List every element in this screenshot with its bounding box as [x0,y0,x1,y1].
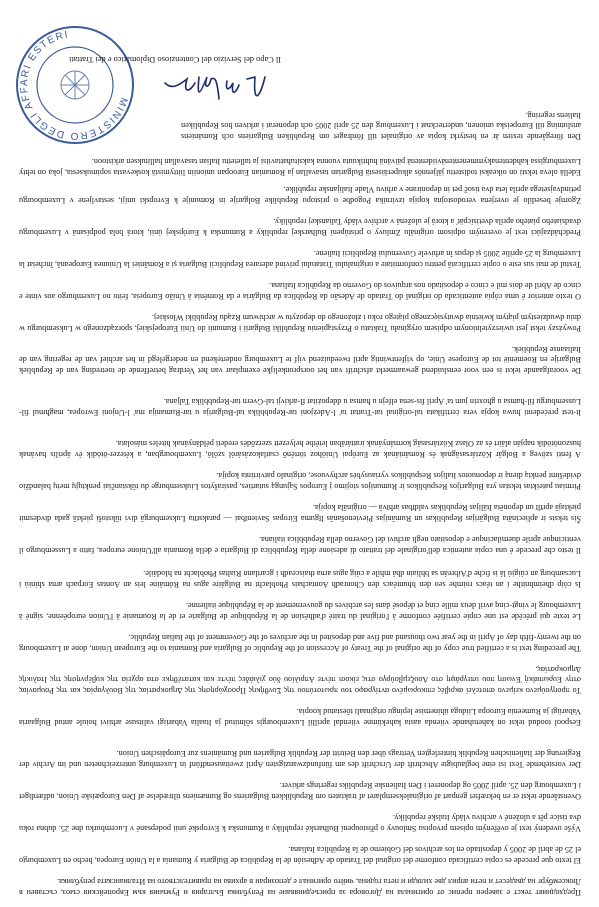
handwritten-signature [159,67,269,107]
certification-paragraph-ga: Is cóip dheimhnithe í an téacs roimhe seo den bhuntéacs den Chonradh Aontachais Phoblacht na Bulgáire agus na Rómáine leis an Aontas Eorpach arna shíniú i Lucsamburg an cúigiú lá is fiche d'Aibreán sa bhliain dhá mhíle a cúig agus arna thaisceadh i gcartlann Rialtas Phoblacht na hIodáile. [19,569,581,589]
signatory-title: Il Capo del Servizio del Contenzioso Diplomatico e dei Trattati [69,55,281,64]
certification-paragraph-mt: It-test preċedenti huwa kopja vera ċertifikata tal-oriġinal tat-Trattat ta' l-Adeżjoni tar-Repubblika tal-Bulgarija u tar-Rumanija ma' l-Unjoni Ewropea, magħmul fil-Lussemburgu fil-ħamsa u għoxrin jum ta' April fis-sena elfejn u ħamsa u ddepożitat fl-arkivji tal-Gvern tar-Repubblika Taljana. [19,397,581,417]
certification-paragraph-lv: Šis teksts ir apliecināta Bulgārijas Republikas un Rumānijas Pievienošanās līguma Eiropas Savienībai — parakstīta Luksemburgā divi tūkstoši piektā gada divdesmit piektajā aprīlī un deponēta Itālijas Republikas valdības arhīvā — oriģināla kopija. [19,503,581,523]
certification-paragraph-et: Eespool toodud tekst on kahetuhande viienda aasta kahekümne viiendal aprillil Luxembourgis sõlmitud ja Itaalia Vabariigi valitsuse arhiivi hoiule antud Bulgaaria Vabariigi ja Rumeenia Euroopa Liiduga ühinemise lepingu originaali tõestatud koopia. [19,707,581,727]
certification-paragraph-lt: Pirmiau pateiktas tekstas yra Bulgarijos Respublikos ir Rumunijos stojimo į Europos Sąjungą sutarties, pasirašytos Liuksemburge du tūkstančiai penktųjų metų balandžio dvidešimt penktą dieną ir deponuotos Italijos Respublikos vyriausybės archyvuose, originalo patvirtinta kopija. [19,471,581,491]
certification-paragraph-fi: Edellä oleva teksti on oikeaksi todistettu jäljennös alkuperäisestä Bulgarian tasavallan ja Romanian Euroopan unioniin liittymistä koskevasta sopimuksesta, joka on tehty Luxemburgissa kahdentenakymmenentenäviidentenä päivänä huhtikuuta vuonna kaksituhattaviisi ja talletettu Italian tasavallan hallituksen arkistoon. [19,157,581,177]
svg-text:MINISTERO DEGLI AFFARI ESTERI: MINISTERO DEGLI AFFARI ESTERI [18,29,130,142]
certification-paragraph-da: Ovenstående tekst er en bekræftet genpart af originaleksemplaret af traktaten om Republikken Bulgariens og Rumæniens tiltrædelse af Den Europæiske Union, udfærdiget i Luxembourg den 25. april 2005 og deponeret i Den Italienske Republiks regerings arkiver. [19,781,581,801]
certification-paragraph-it: Il testo che precede è una copia autentica dell'originale del trattato di adesione della Repubblica di Bulgaria e della Romania all'Unione europea, fatto a Lussemburgo il venticinque aprile duemilacinque e depositato negli archivi del Governo della Repubblica italiana. [19,535,581,555]
certification-paragraph-el: Το προηγούμενο κείμενο αποτελεί ακριβές επικυρωμένο αντίγραφο του πρωτοτύπου της Συνθήκης Προσχώρησης της Δημοκρατίας της Βουλγαρίας και της Ρουμανίας στην Ευρωπαϊκή Ένωση που υπεγράφη στο Λουξεμβούργο στις είκοσι πέντε Απριλίου δύο χιλιάδες πέντε και κατατέθηκε στα αρχεία της κυβέρνησης της Ιταλικής Δημοκρατίας. [19,664,581,695]
certification-paragraph-pt: O texto anterior é uma cópia autenticada do original do Tratado de Adesão da República da Bulgária e da Roménia à União Europeia, feito no Luxemburgo aos vinte e cinco de Abril de dois mil e cinco e depositado nos arquivos do Governo da República Italiana. [19,281,581,301]
certification-paragraph-de: Der vorstehende Text ist eine beglaubigte Abschrift der Urschrift des am fünfundzwanzigsten April zweitausendfünf in Luxemburg unterzeichneten und im Archiv der Regierung der Italienischen Republik hinterlegten Vertrags über den Beitritt der Republik Bulgarien und Rumäniens zur Europäischen Union. [19,749,581,769]
certification-paragraph-bg: Предходният текст е заверен препис от оригинала на Договора за присъединяване на Република България и Румъния към Европейския съюз, съставен в Люксембург на двадесет и пети април две хиляди и пета година, чийто оригинал е депозиран в архива на правителството на Италианската република. [19,877,581,897]
certification-paragraph-fr: Le texte qui précède est une copie certifiée conforme à l'original du traité d'adhésion de la République de Bulgarie et de la Roumanie à l'Union européenne, signé à Luxembourg le vingt-cinq avril deux mille cinq et déposé dans les archives du gouvernement de la République italienne. [19,601,581,621]
certification-paragraph-sk: Predchádzajúci text je overeným odpisom originálu Zmluvy o pristúpení Bulharskej republiky a Rumunska k Európskej únii, ktorá bola podpísaná v Luxemburgu dvadsiateho piateho apríla dvetisícpäť a ktorá je uložená v archíve vlády Talianskej republiky. [19,217,581,237]
ministry-seal-stamp [13,23,137,147]
certification-paragraph-nl: De voorafgaande tekst is een voor eensluidend gewaarmerkt afschrift van het oorspronkelijke exemplaar van het Verdrag betreffende de toetreding van de Republiek Bulgarije en Roemenië tot de Europese Unie, op vijfentwintig april tweeduizend vijf te Luxemburg ondertekend en nedergelegd in het archief van de regering van de Italiaanse Republiek. [19,344,581,375]
certification-paragraph-ro: Textul de mai sus este o copie certificată pentru conformitate a originalului Tratatului privind aderarea Republicii Bulgaria și a României la Uniunea Europeană, încheiat la Luxemburg la 25 aprilie 2005 și depus în arhivele Guvernului Republicii Italiene. [19,249,581,269]
certification-paragraph-en: The preceding text is a certified true copy of the original of the Treaty of Accession of the Republic of Bulgaria and Romania to the European Union, done at Luxembourg on the twenty-fifth day of April in the year two thousand and five and deposited in the archives of the Government of the Italian Republic. [19,633,581,653]
certification-paragraph-hu: A fenti szöveg a Bolgár Köztársaságnak és Romániának az Európai Unióhoz történő csatlakozásáról szóló, Luxembourgban, a kétezer-ötödik év április havának huszonötödik napján aláírt és az Olasz Köztársaság kormányának irattárában letétbe helyezett szerződés eredeti példányának hiteles másolata. [19,439,581,459]
certification-paragraph-sl: Zgornje besedilo je overjena verodostojna kopija izvirnika Pogodbe o pristopu Republike Bolgarije in Romunije k Evropski uniji, sestavljene v Luxembourgu petindvajsetega aprila leta dva tisoč pet in deponirane v arhivu Vlade Italijanske republike. [19,185,581,205]
certification-paragraph-sv: Den föregående texten är en bestyrkt kopia av originalet till fördraget om Republiken Bulgariens och Rumäniens anslutning till Europeiska unionen, undertecknat i Luxemburg den 25 april 2005 och deponerat i arkiven hos Republiken Italiens regering. [181,110,581,141]
certification-paragraph-pl: Powyższy tekst jest uwierzytelnionym odpisem oryginału Traktatu o Przystąpieniu Republiki Bułgarii i Rumunii do Unii Europejskiej, sporządzonego w Luksemburgu w dniu dwudziestym piątym kwietnia dwutysięcznego piątego roku i złożonego do depozytu w archiwum Rządu Republiki Włoskiej. [19,313,581,333]
certification-paragraph-es: El texto que precede es copia certificada conforme del original del Tratado de Adhesión de la República de Bulgaria y Rumanía a la Unión Europea, hecho en Luxemburgo el 25 de abril de 2005 y depositado en los archivos del Gobierno de la República Italiana. [19,845,581,865]
certification-paragraph-cs: Výše uvedený text je ověřeným opisem prvopisu Smlouvy o přistoupení Bulharské republiky a Rumunska k Evropské unii podepsané v Lucemburku dne 25. dubna roku dva tisíce pět a uložené v archivu vlády Italské republiky. [19,813,581,833]
